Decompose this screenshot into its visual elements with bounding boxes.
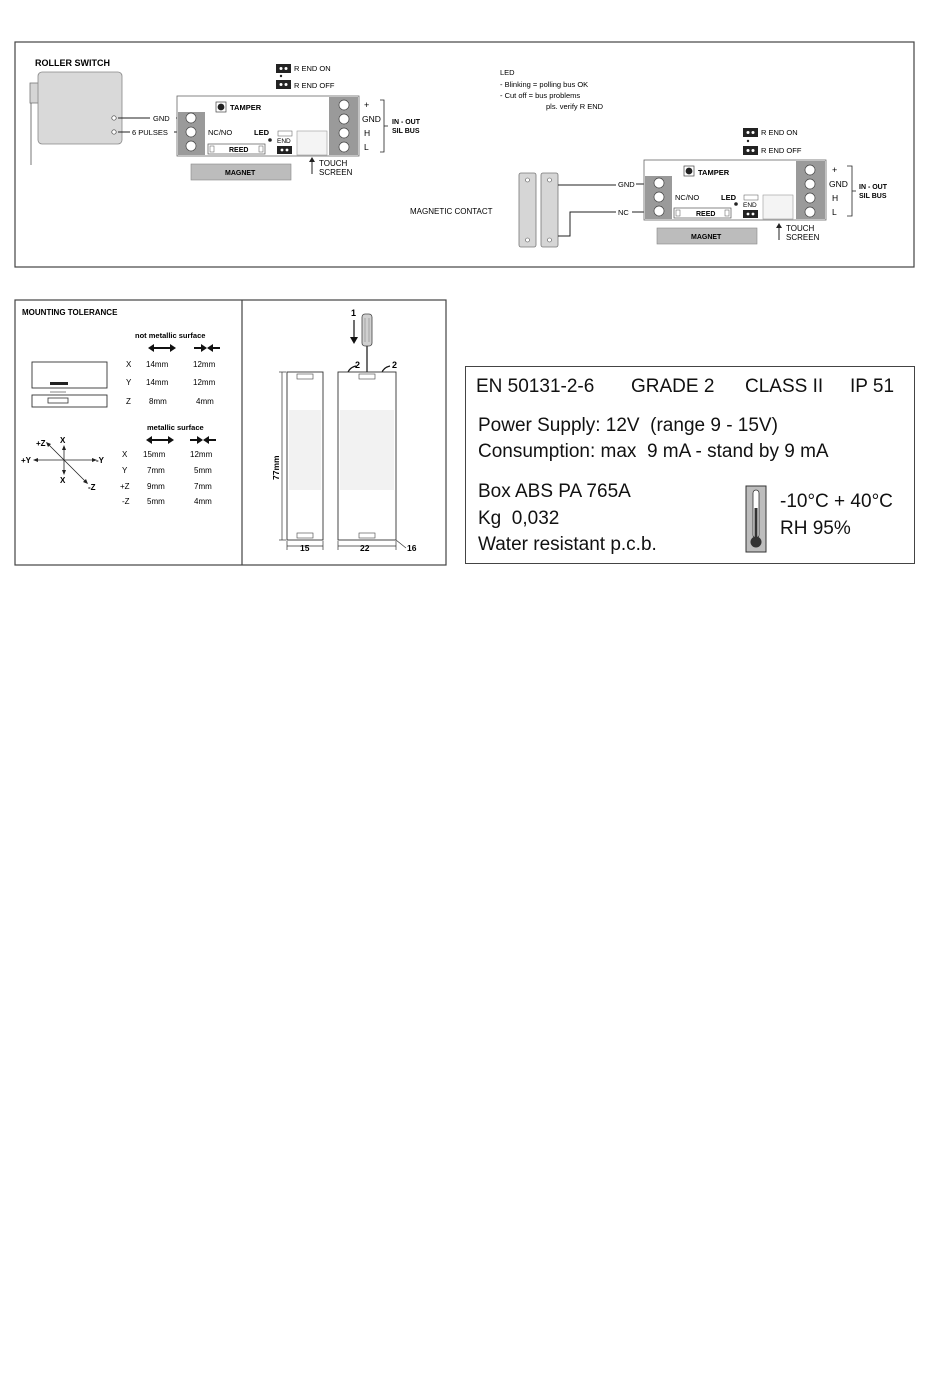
magnet-label-right: MAGNET	[691, 234, 722, 241]
rend-off-left: R END OFF	[294, 81, 335, 90]
term-h-left: H	[364, 128, 371, 138]
term-gnd-right: GND	[829, 179, 848, 189]
nm-row-2-axis: Z	[126, 397, 131, 406]
nm-row-0-b: 12mm	[193, 360, 216, 369]
class-text: CLASS II	[745, 376, 824, 397]
metallic-heading: metallic surface	[147, 423, 204, 432]
rend-on-right: R END ON	[761, 128, 798, 137]
term-l-left: L	[364, 142, 369, 152]
reed-label-left: REED	[229, 147, 249, 154]
grade-text: GRADE 2	[631, 376, 715, 397]
weight-text: Kg 0,032	[478, 508, 560, 529]
housing-right	[338, 372, 396, 540]
step-1-label: 1	[351, 308, 357, 318]
nm-row-2-b: 4mm	[196, 397, 214, 406]
term-plus-left: +	[364, 100, 370, 110]
axis-nz-label: -Z	[88, 483, 96, 492]
standard-text: EN 50131-2-6	[476, 376, 595, 397]
power-text: Power Supply: 12V (range 9 - 15V)	[478, 415, 778, 436]
m-row-2-a: 9mm	[147, 482, 165, 491]
height-label: 77mm	[271, 455, 281, 480]
specifications-box	[465, 366, 915, 564]
gnd-label-right: GND	[618, 180, 635, 189]
m-row-2-b: 7mm	[194, 482, 212, 491]
nm-row-0-a: 14mm	[146, 360, 169, 369]
width-left-label: 15	[300, 543, 310, 553]
humidity-text: RH 95%	[780, 518, 851, 539]
ip-text: IP 51	[850, 376, 895, 397]
axis-ny-label: -Y	[96, 456, 104, 465]
nc-label-right: NC	[618, 208, 629, 217]
m-row-2-axis: +Z	[120, 482, 130, 491]
axis-pz-label: +Z	[36, 439, 46, 448]
m-row-0-b: 12mm	[190, 450, 213, 459]
step-2a-label: 2	[355, 360, 361, 370]
water-text: Water resistant p.c.b.	[478, 534, 657, 555]
nm-row-2-a: 8mm	[149, 397, 167, 406]
touch-label-left-2: SCREEN	[319, 168, 353, 177]
axis-x-bottom-label: X	[60, 476, 66, 485]
magnetic-contact-label: MAGNETIC CONTACT	[410, 207, 493, 216]
term-plus-right: +	[832, 165, 838, 175]
m-row-3-axis: -Z	[122, 497, 130, 506]
term-gnd-left: GND	[362, 114, 381, 124]
m-row-1-axis: Y	[122, 466, 128, 475]
temperature-text: -10°C + 40°C	[780, 491, 893, 512]
end-label-right: END	[743, 202, 757, 209]
pulses-label: 6 PULSES	[132, 128, 168, 137]
bus-label-right-2: SIL BUS	[859, 193, 887, 200]
nm-row-1-a: 14mm	[146, 378, 169, 387]
axis-x-top-label: X	[60, 436, 66, 445]
m-row-1-b: 5mm	[194, 466, 212, 475]
thermometer-icon	[744, 484, 768, 554]
ncno-label-left: NC/NO	[208, 128, 233, 137]
nm-row-1-b: 12mm	[193, 378, 216, 387]
nm-row-1-axis: Y	[126, 378, 132, 387]
gnd-label-left: GND	[153, 114, 170, 123]
mounting-title: MOUNTING TOLERANCE	[22, 308, 118, 317]
reed-label-right: REED	[696, 211, 716, 218]
bus-label-left-1: IN - OUT	[392, 119, 420, 126]
tamper-label-left: TAMPER	[230, 103, 262, 112]
m-row-3-b: 4mm	[194, 497, 212, 506]
mounting-panel	[0, 0, 460, 580]
m-row-0-a: 15mm	[143, 450, 166, 459]
term-l-right: L	[832, 207, 837, 217]
m-row-1-a: 7mm	[147, 466, 165, 475]
box-text: Box ABS PA 765A	[478, 481, 631, 502]
not-metallic-heading: not metallic surface	[135, 331, 206, 340]
nm-row-0-axis: X	[126, 360, 132, 369]
led-label-right: LED	[721, 193, 736, 202]
led-label-left: LED	[254, 128, 269, 137]
led-notes-line1: - Blinking = polling bus OK	[500, 80, 589, 89]
led-notes-line2: - Cut off = bus problems	[500, 91, 581, 100]
axis-py-label: +Y	[21, 456, 32, 465]
bus-label-right-1: IN - OUT	[859, 184, 887, 191]
led-notes-title: LED	[500, 68, 515, 77]
housing-left	[287, 372, 323, 540]
touch-label-right-1: TOUCH	[786, 224, 815, 233]
ncno-label-right: NC/NO	[675, 193, 700, 202]
led-notes-line3: pls. verify R END	[546, 102, 604, 111]
touch-label-right-2: SCREEN	[786, 233, 820, 242]
tamper-label-right: TAMPER	[698, 168, 730, 177]
rend-off-right: R END OFF	[761, 146, 802, 155]
roller-switch-label: ROLLER SWITCH	[35, 58, 110, 68]
depth-label: 16	[407, 543, 417, 553]
step-2b-label: 2	[392, 360, 398, 370]
bus-label-left-2: SIL BUS	[392, 128, 420, 135]
m-row-0-axis: X	[122, 450, 128, 459]
m-row-3-a: 5mm	[147, 497, 165, 506]
touch-label-left-1: TOUCH	[319, 159, 348, 168]
width-right-label: 22	[360, 543, 370, 553]
magnet-label-left: MAGNET	[225, 170, 256, 177]
board-right	[644, 160, 826, 220]
rend-on-left: R END ON	[294, 64, 331, 73]
sensor-sketch	[32, 362, 107, 407]
term-h-right: H	[832, 193, 839, 203]
consumption-text: Consumption: max 9 mA - stand by 9 mA	[478, 441, 829, 462]
end-label-left: END	[277, 138, 291, 145]
